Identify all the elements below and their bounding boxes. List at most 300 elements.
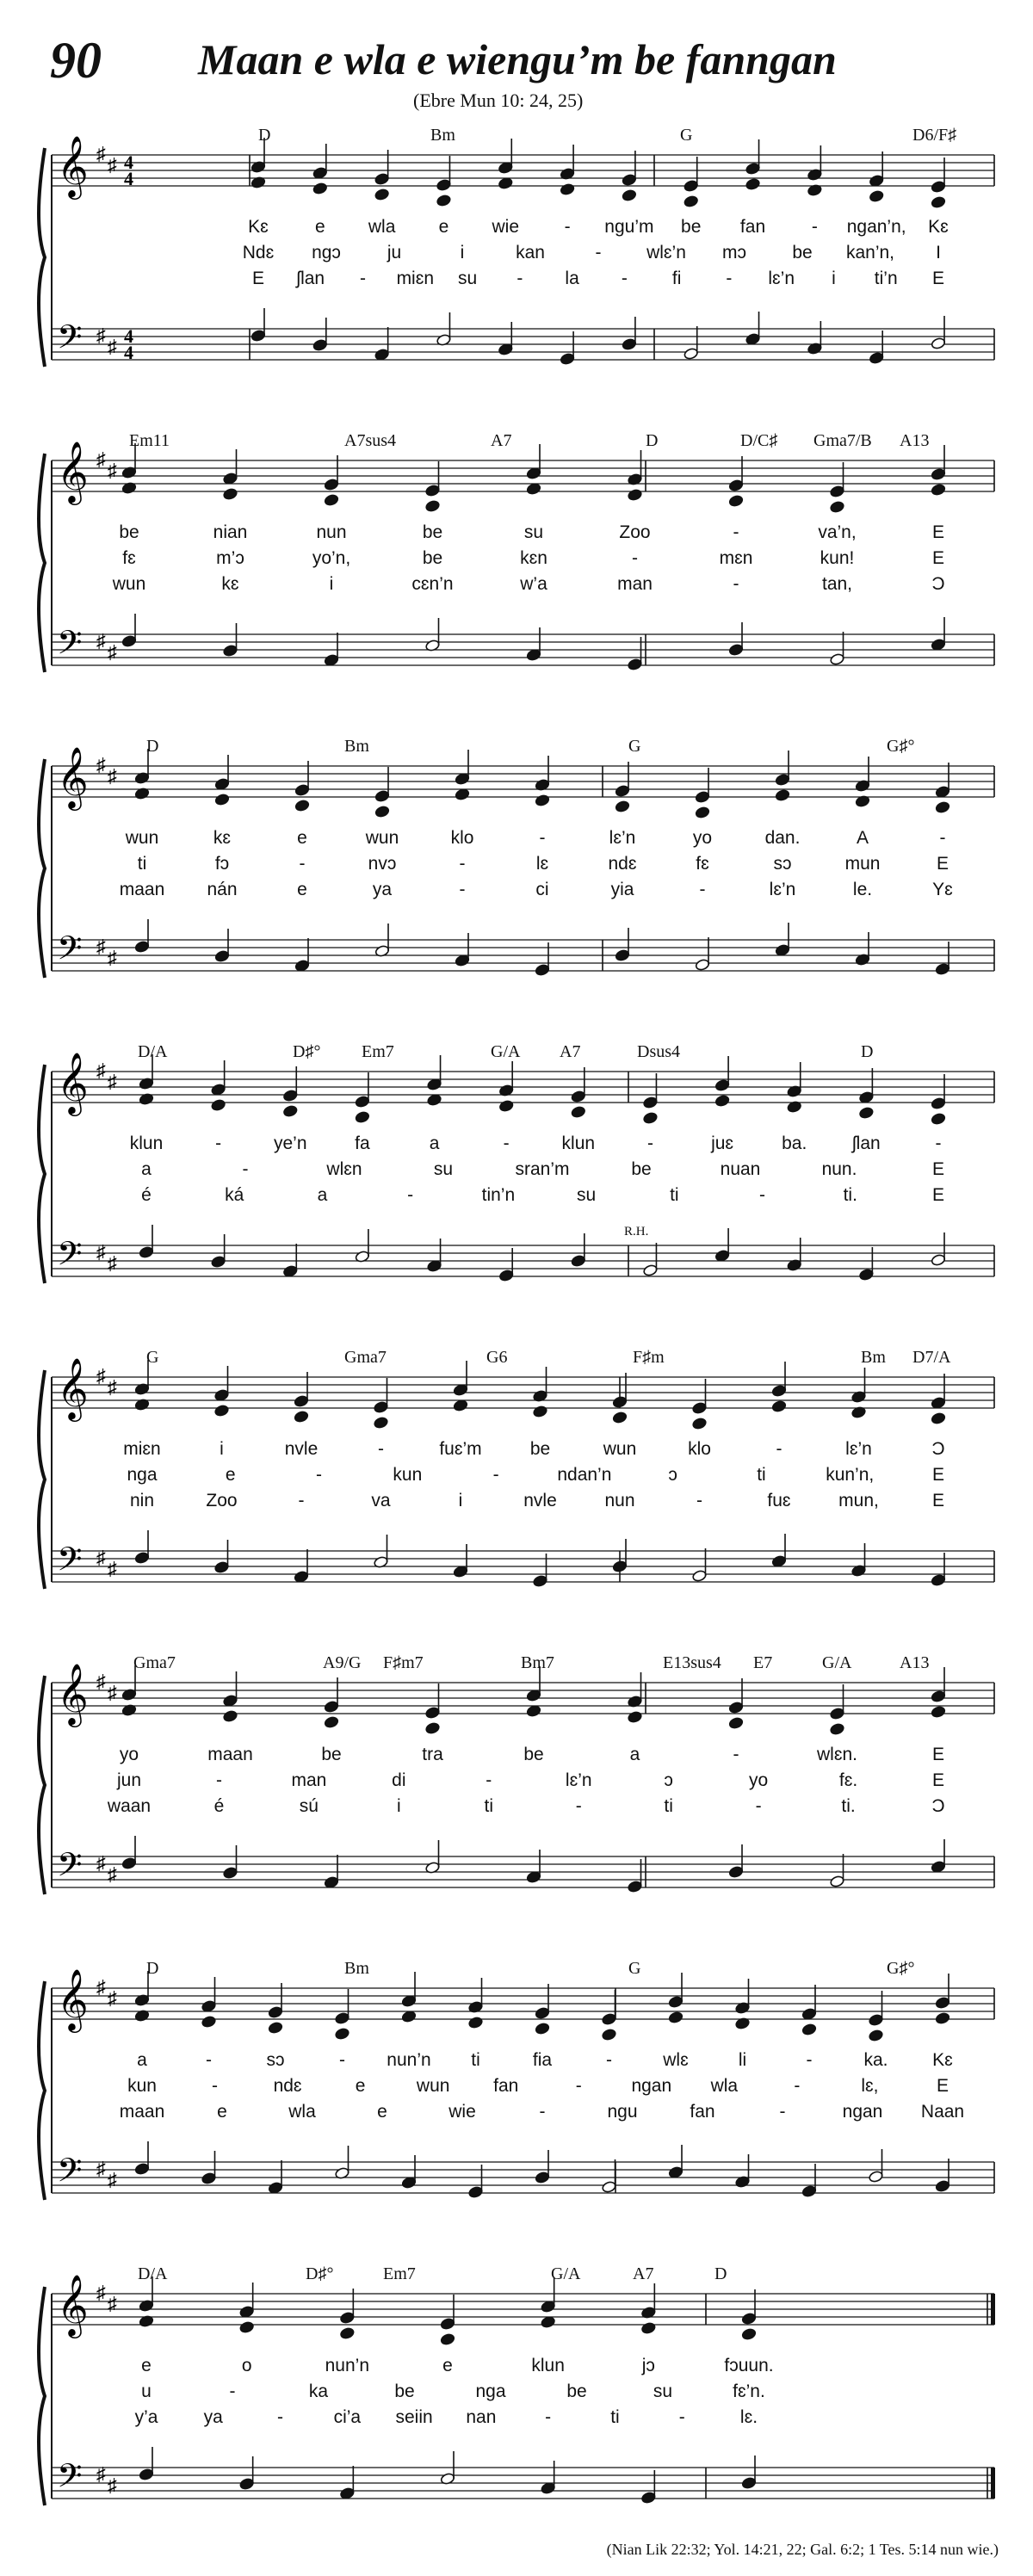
key-sharp-icon: ♯ [96,754,106,775]
score-system [0,2264,1033,2561]
lyric-syllable: kɛ [213,828,232,848]
lyric-syllable: Yɛ [932,880,953,899]
note-head [745,178,761,191]
syllable-hyphen: - [755,1796,762,1816]
note-head [294,784,310,797]
note-head [121,1857,137,1870]
note-head [251,330,266,343]
note-head [541,2316,556,2329]
note-head [622,338,637,351]
note-head [324,1716,339,1729]
key-sharp-icon: ♯ [96,143,106,164]
treble-clef-icon: 𝄞 [57,745,89,808]
time-signature: 4 [124,325,133,347]
lyric-syllable: lɛ. [739,2407,758,2427]
verse-1-lyric-row [0,1745,1033,1767]
bass-clef-icon: 𝄢 [57,623,83,670]
lyric-syllable: ti. [843,1185,857,1205]
lyric-syllable: kɛn [520,548,547,568]
lyric-syllable: nun’n [325,2356,370,2375]
lyric-syllable: nvɔ [368,854,397,874]
lyric-syllable: e [225,1465,236,1485]
lyric-syllable: é [213,1796,225,1816]
lyric-syllable: e [297,880,307,899]
note-head [211,1256,226,1269]
note-head [526,483,541,496]
lyric-syllable: nun [316,522,347,542]
note-head [526,1690,541,1702]
lyric-syllable: sran’m [515,1159,570,1179]
chord-symbol: Gma7 [344,1348,387,1367]
chord-symbol: D/A [138,1042,168,1061]
lyric-syllable: kan’n, [845,243,895,263]
note-head [282,1105,298,1118]
chord-symbol: D7/A [912,1348,951,1367]
lyric-syllable: Zoo [206,1491,238,1510]
lyric-syllable: tin’n [481,1185,516,1205]
note-head [869,190,884,203]
note-head [869,2171,884,2184]
lyric-syllable: fɛ’n. [733,2381,765,2401]
verse-1-lyric-row [0,828,1033,850]
note-head [801,2023,817,2036]
bass-clef-icon: 𝄢 [57,1540,83,1586]
verse-3-lyric-row [0,1185,1033,1208]
syllable-hyphen: - [407,1185,414,1205]
note-head [440,2333,455,2346]
bass-clef-icon: 𝄢 [57,2456,83,2503]
note-head [294,800,310,812]
note-head [324,1876,339,1889]
lyric-syllable: Zoo [619,522,651,542]
lyric-syllable: ti’n [874,269,898,288]
lyric-syllable: miɛn [123,1439,161,1459]
note-head [775,944,790,957]
note-head [211,1099,226,1112]
note-head [728,1866,744,1879]
lyric-syllable: E [936,2076,949,2096]
lyric-syllable: Ɔ [931,1439,945,1459]
chord-symbol: Bm [861,1348,886,1367]
verse-1-lyric-row [0,2050,1033,2073]
key-sharp-icon: ♯ [108,154,117,176]
chord-symbol: Bm [344,1959,369,1978]
note-head [239,2306,255,2319]
lyric-syllable: wun [125,828,159,848]
note-head [401,2177,417,2190]
score-system [0,1042,1033,1338]
key-sharp-icon: ♯ [96,1059,106,1081]
verse-3-lyric-row [0,1491,1033,1513]
lyric-syllable: lɛ’n [845,1439,872,1459]
note-head [425,485,441,497]
note-head [427,1094,442,1107]
note-head [612,1412,628,1424]
lyric-syllable: be [422,548,443,568]
note-head [741,2477,757,2490]
lyric-syllable: nin [129,1491,155,1510]
lyric-syllable: ngan’n, [846,217,906,237]
note-head [684,348,699,361]
syllable-hyphen: - [316,1465,323,1485]
note-head [931,1690,946,1703]
lyric-syllable: wlɛn. [817,1745,857,1764]
lyric-syllable: ká [225,1185,244,1205]
note-head [859,1107,875,1120]
key-sharp-icon: ♯ [108,1682,117,1703]
note-head [935,801,950,814]
note-head [455,773,470,786]
lyric-syllable: Ɔ [931,574,945,594]
note-head [643,1096,659,1109]
note-head [324,494,339,507]
syllable-hyphen: - [733,522,739,542]
note-head [468,2017,484,2029]
note-head [714,1095,730,1108]
lyric-syllable: i [458,1491,463,1510]
lyric-syllable: w’a [520,574,547,594]
syllable-hyphen: - [215,1134,222,1153]
note-head [374,1417,389,1430]
lyric-syllable: e [297,828,307,848]
note-head [931,1397,946,1410]
lyric-syllable: fɔ [214,854,230,874]
note-head [728,1702,744,1714]
lyric-syllable: klo [450,828,474,848]
syllable-hyphen: - [811,217,818,237]
chord-symbol: D♯° [293,1042,321,1061]
verse-2-lyric-row [0,1159,1033,1182]
key-sharp-icon: ♯ [96,1852,106,1874]
chord-symbol: D [861,1042,874,1061]
verse-3-lyric-row [0,269,1033,291]
note-head [830,485,845,498]
note-head [282,1265,298,1278]
note-head [643,1264,659,1277]
verse-2-lyric-row [0,1465,1033,1487]
note-head [728,644,744,657]
lyric-syllable: I [936,243,941,263]
key-sharp-icon: ♯ [96,1365,106,1387]
lyric-syllable: a [629,1745,640,1764]
note-head [425,1722,441,1735]
verse-3-lyric-row [0,1796,1033,1819]
note-head [498,1269,514,1282]
note-head [931,1706,946,1719]
note-head [453,1566,468,1578]
note-head [571,1090,586,1103]
note-head [340,2487,356,2500]
note-head [374,188,390,201]
lyric-syllable: be [566,2381,587,2401]
lyric-syllable: su [457,269,478,288]
syllable-hyphen: - [726,269,733,288]
chord-symbol: A7 [491,431,512,450]
lyric-syllable: li [738,2050,747,2070]
syllable-hyphen: - [378,1439,384,1459]
note-head [801,2008,817,2021]
chord-symbol: Em11 [129,431,170,450]
note-head [830,1875,845,1888]
lyric-syllable: be [631,1159,652,1179]
lyric-syllable: ba. [782,1134,807,1153]
lyric-syllable: ya [372,880,393,899]
lyric-syllable: man [291,1770,327,1790]
note-head [745,333,761,346]
note-head [535,2171,550,2184]
lyric-syllable: a [429,1134,440,1153]
lyric-syllable: fɛ [122,548,136,568]
lyric-syllable: wla [710,2076,739,2096]
lyric-syllable: tan, [821,574,853,594]
note-head [935,2180,950,2193]
lyric-syllable: ti [610,2407,620,2427]
note-head [830,1723,845,1736]
note-head [533,1405,548,1418]
note-head [374,1401,389,1414]
chord-symbol: G [628,1959,641,1978]
lyric-syllable: ɔ [668,1465,677,1485]
lyric-syllable: Ɔ [931,1796,945,1816]
lyric-syllable: wla [368,217,396,237]
lyric-syllable: a [137,2050,147,2070]
syllable-hyphen: - [575,2076,582,2096]
key-sharp-icon: ♯ [96,1241,106,1263]
lyric-syllable: di [392,1770,406,1790]
lyric-syllable: ka. [863,2050,888,2070]
syllable-hyphen: - [806,2050,813,2070]
chord-symbol: F♯m7 [383,1653,424,1672]
note-head [560,353,575,366]
chord-symbol: G6 [486,1348,508,1367]
note-head [526,1705,541,1718]
lyric-syllable: fɛ. [838,1770,858,1790]
note-head [374,790,390,803]
syllable-hyphen: - [215,1770,222,1790]
lyric-syllable: nun [604,1491,635,1510]
note-head [468,2186,484,2199]
note-head [668,1996,684,2009]
note-head [628,658,643,671]
lyric-syllable: Ndɛ [242,243,275,263]
note-head [533,1575,548,1588]
note-head [223,1710,238,1723]
note-head [684,195,699,208]
syllable-hyphen: - [339,2050,345,2070]
lyric-syllable: sɔ [266,2050,285,2070]
lyric-syllable: i [460,243,465,263]
lyric-syllable: su [523,522,544,542]
note-head [223,473,238,485]
note-head [668,2011,684,2024]
lyric-syllable: u [141,2381,152,2401]
lyric-syllable: cɛn’n [411,574,454,594]
note-head [312,182,328,195]
lyric-syllable: ngu [607,2102,638,2122]
syllable-hyphen: - [595,243,602,263]
lyric-syllable: ngɔ [312,243,341,263]
key-sharp-icon: ♯ [108,1558,117,1579]
chord-symbol: Bm [430,126,455,145]
note-head [628,1711,643,1724]
note-head [775,774,790,787]
note-head [695,959,710,972]
note-head [931,484,946,497]
key-sharp-icon: ♯ [108,1987,117,2009]
note-head [436,179,452,192]
verse-1-lyric-row [0,217,1033,239]
note-head [602,2181,617,2194]
lyric-syllable: E [931,548,945,568]
note-head [335,2028,350,2041]
lyric-syllable: i [220,1439,224,1459]
syllable-hyphen: - [939,828,946,848]
note-head [134,941,150,954]
note-head [324,654,339,667]
lyric-syllable: ti [757,1465,766,1485]
key-sharp-icon: ♯ [108,460,117,481]
right-hand-marking: R.H. [624,1225,649,1239]
lyric-syllable: wlɛ’n [646,243,686,263]
lyric-syllable: lɛ’n [769,880,796,899]
key-sharp-icon: ♯ [96,2463,106,2485]
score-system [0,737,1033,1033]
note-head [425,1707,441,1720]
key-sharp-icon: ♯ [108,641,117,663]
note-head [401,2011,417,2023]
note-head [935,786,950,799]
lyric-syllable: ʃlan [852,1134,881,1153]
note-head [211,1084,226,1096]
syllable-hyphen: - [733,1745,739,1764]
note-head [223,1867,238,1880]
key-sharp-icon: ♯ [96,1547,106,1568]
hymn-number: 90 [50,32,102,89]
note-head [268,2022,283,2035]
note-head [214,778,230,791]
note-head [355,1096,370,1109]
treble-clef-icon: 𝄞 [57,1051,89,1114]
syllable-hyphen: - [539,2102,546,2122]
verse-2-lyric-row [0,2381,1033,2404]
lyric-syllable: be [394,2381,415,2401]
note-head [214,1561,230,1574]
note-head [695,791,710,804]
lyric-syllable: e [314,217,325,237]
key-sharp-icon: ♯ [96,1976,106,1998]
syllable-hyphen: - [776,1439,782,1459]
lyric-syllable: E [931,1159,945,1179]
note-head [294,1571,309,1584]
lyric-syllable: lɛ’n [768,269,795,288]
syllable-hyphen: - [486,1770,492,1790]
note-head [771,1555,787,1568]
lyric-syllable: fuɛ [767,1491,791,1510]
syllable-hyphen: - [606,2050,612,2070]
lyric-syllable: be [529,1439,551,1459]
lyric-syllable: ti [670,1185,679,1205]
key-sharp-icon: ♯ [96,324,106,346]
key-sharp-icon: ♯ [108,2474,117,2496]
footnote-references: (Nian Lik 22:32; Yol. 14:21, 22; Gal. 6:2; 1 Tes. 5:14 nun wie.) [606,2541,999,2558]
note-head [830,501,845,514]
note-head [498,1100,514,1113]
time-signature: 4 [124,151,133,173]
chord-symbol: D [258,126,271,145]
verse-1-lyric-row [0,1134,1033,1156]
lyric-syllable: ju [387,243,402,263]
note-head [745,163,761,176]
lyric-syllable: tra [422,1745,443,1764]
lyric-syllable: nga [475,2381,506,2401]
syllable-hyphen: - [459,880,466,899]
note-head [374,806,390,819]
lyric-syllable: wlɛn [326,1159,362,1179]
lyric-syllable: fan [493,2076,519,2096]
key-sharp-icon: ♯ [108,1863,117,1885]
syllable-hyphen: - [492,1465,499,1485]
note-head [340,2327,356,2340]
chord-symbol: Bm7 [521,1653,554,1672]
lyric-syllable: lɛ, [861,2076,879,2096]
note-head [427,1078,442,1091]
note-head [931,1097,946,1110]
lyric-syllable: a [317,1185,328,1205]
note-head [201,2016,217,2029]
note-head [294,1395,309,1408]
lyric-syllable: be [119,522,139,542]
note-head [692,1418,708,1430]
note-head [931,181,946,194]
lyric-syllable: mɔ [722,243,746,263]
verse-1-lyric-row [0,2356,1033,2378]
lyric-syllable: va’n, [818,522,857,542]
lyric-syllable: maan [207,1745,253,1764]
lyric-syllable: be [681,217,702,237]
lyric-syllable: e [217,2102,227,2122]
note-head [541,2301,556,2313]
note-head [869,2014,884,2027]
note-head [374,173,390,186]
lyric-syllable: e [377,2102,387,2122]
note-head [436,195,452,207]
lyric-syllable: be [792,243,813,263]
lyric-syllable: y’a [134,2407,158,2427]
bass-clef-icon: 𝄢 [57,2151,83,2197]
chord-symbol: A7sus4 [344,431,397,450]
note-head [134,2163,150,2176]
note-head [526,649,541,662]
syllable-hyphen: - [298,1491,305,1510]
lyric-syllable: e [438,217,449,237]
treble-clef-icon: 𝄞 [57,2273,89,2336]
treble-clef-icon: 𝄞 [57,440,89,503]
key-sharp-icon: ♯ [96,2282,106,2303]
chord-symbol: Em7 [383,2264,416,2283]
lyric-syllable: ci [535,880,549,899]
note-head [453,1399,468,1412]
key-sharp-icon: ♯ [108,1376,117,1398]
lyric-syllable: yo [749,1770,769,1790]
lyric-syllable: ngu’m [604,217,654,237]
lyric-syllable: jun [116,1770,142,1790]
verse-1-lyric-row [0,1439,1033,1461]
note-head [714,1079,730,1092]
note-head [728,479,744,492]
note-head [294,1411,309,1424]
note-head [425,500,441,513]
lyric-syllable: Kɛ [248,217,269,237]
